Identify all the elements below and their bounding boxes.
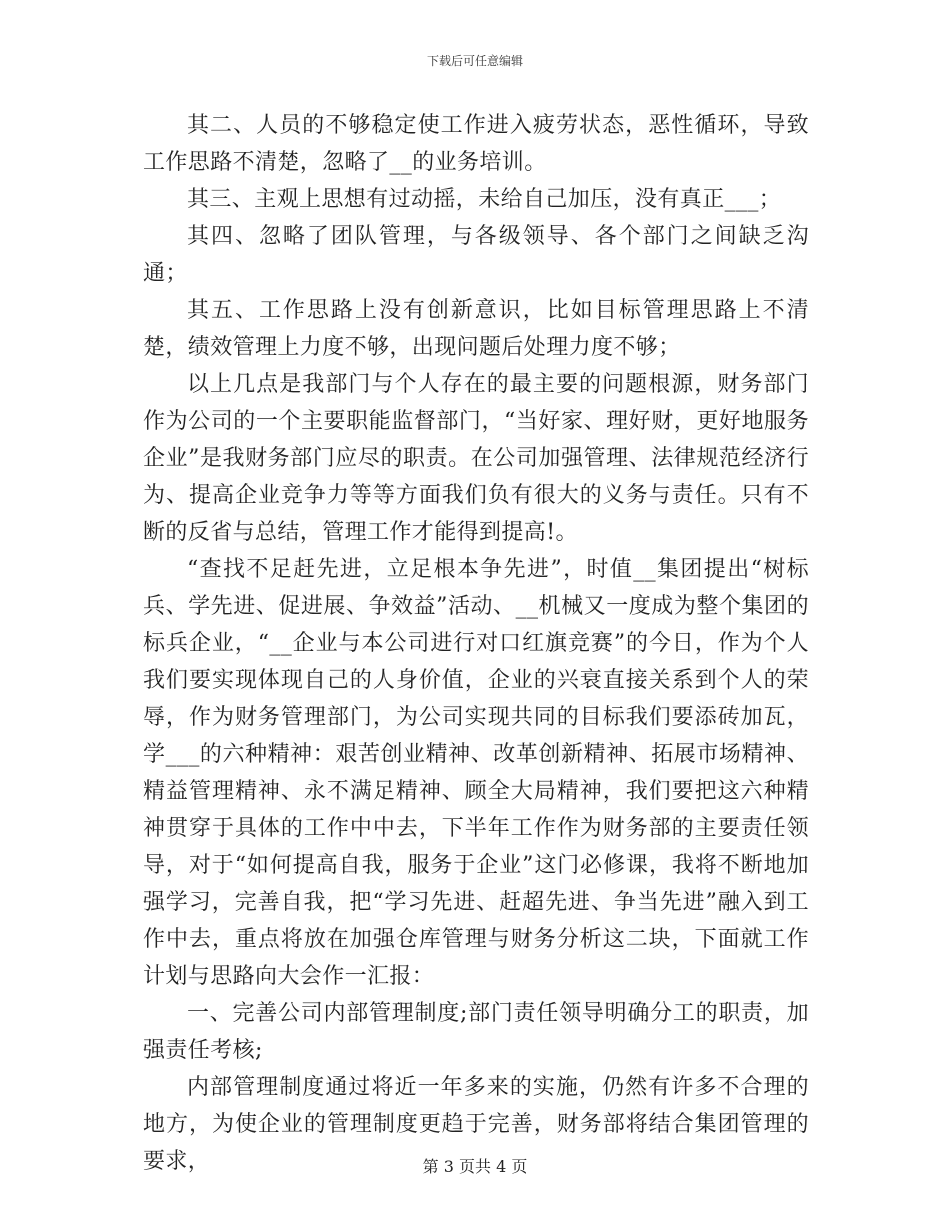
- paragraph: 其二、人员的不够稳定使工作进入疲劳状态，恶性循环，导致工作思路不清楚，忽略了__的业务培训。: [143, 113, 809, 175]
- paragraph: 其三、主观上思想有过动摇，未给自己加压，没有真正___；: [187, 187, 782, 212]
- paragraph: 以上几点是我部门与个人存在的最主要的问题根源，财务部门作为公司的一个主要职能监督部门，“当好家、理好财，更好地服务企业”是我财务部门应尽的职责。在公司加强管理、法律规范经济行为、提高企业竞争力等等方面我们负有很大的义务与责任。只有不断的反省与总结，管理工作才能得到提高!。: [143, 372, 809, 545]
- paragraph: 其四、忽略了团队管理，与各级领导、各个部门之间缺乏沟通；: [143, 224, 809, 286]
- paragraph: 其五、工作思路上没有创新意识，比如目标管理思路上不清楚，绩效管理上力度不够，出现问题后处理力度不够；: [143, 298, 809, 360]
- page-footer: 第 3 页共 4 页: [422, 1157, 528, 1176]
- document-body: [143, 107, 809, 1180]
- paragraph: “查找不足赶先进，立足根本争先进”，时值__集团提出“树标兵、学先进、促进展、争效益”活动、__机械又一度成为整个集团的标兵企业，“__企业与本公司进行对口红旗竞赛”的今日，作为个人我们要实现体现自己的人身价值，企业的兴衰直接关系到个人的荣辱，作为财务管理部门，为公司实现共同的目标我们要添砖加瓦，学___的六种精神：艰苦创业精神、改革创新精神、拓展市场精神、精益管理精神、永不满足精神、顾全大局精神，我们要把这六种精神贯穿于具体的工作中中去，下半年工作作为财务部的主要责任领导，对于“如何提高自我，服务于企业”这门必修课，我将不断地加强学习，完善自我，把“学习先进、赶超先进、争当先进”融入到工作中去，重点将放在加强仓库管理与财务分析这二块，下面就工作计划与思路向大会作一汇报：: [143, 557, 809, 989]
- paragraph: 一、完善公司内部管理制度;部门责任领导明确分工的职责，加强责任考核;: [143, 1001, 809, 1063]
- paragraph: 内部管理制度通过将近一年多来的实施，仍然有许多不合理的地方，为使企业的管理制度更趋于完善，财务部将结合集团管理的要求，: [143, 1075, 809, 1174]
- page-header: 下载后可任意编辑: [426, 54, 523, 68]
